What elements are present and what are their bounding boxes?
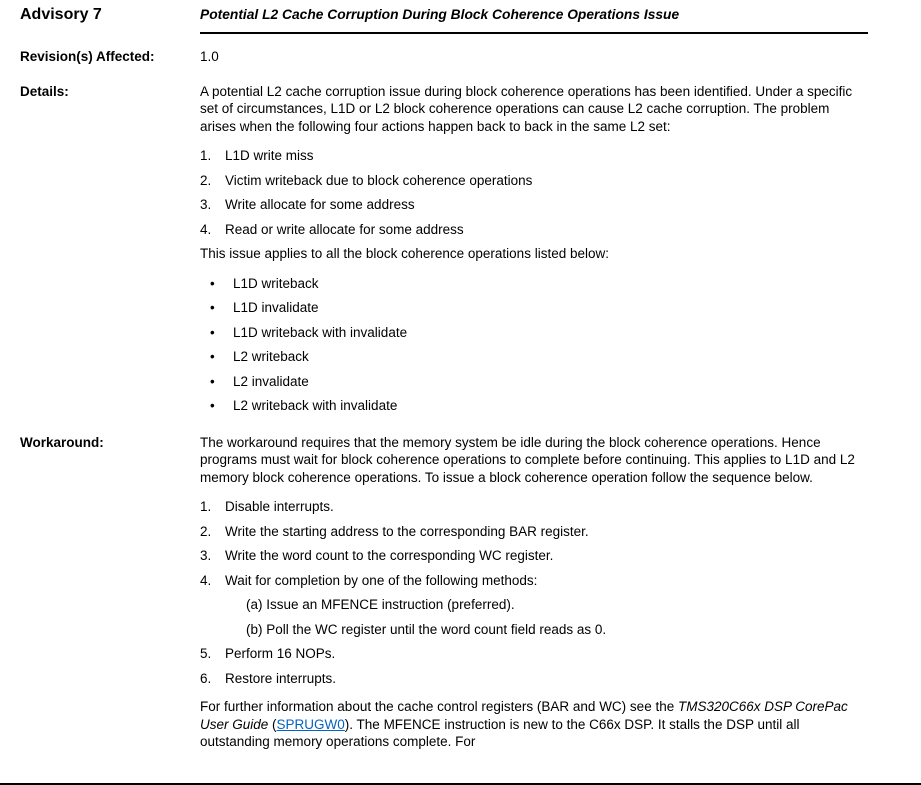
- revision-value: 1.0: [200, 49, 219, 64]
- item-text: Disable interrupts.: [225, 499, 334, 514]
- item-text: Write the word count to the corresponding WC register.: [225, 548, 554, 563]
- item-text: L1D write miss: [225, 148, 314, 163]
- item-number: 5.: [200, 646, 212, 661]
- bullet-item: [200, 397, 868, 415]
- item-text: Read or write allocate for some address: [225, 221, 464, 237]
- advisory-title: Potential L2 Cache Corruption During Block Coherence Operations Issue: [200, 7, 680, 22]
- step-item: [200, 498, 868, 516]
- step-item: [200, 547, 868, 565]
- footer-text-mid: (: [268, 716, 277, 732]
- item-text: Restore interrupts.: [225, 670, 337, 686]
- details-intro: A potential L2 cache corruption issue during block coherence operations has been identified. Under a specific set of circumstances, L1D or L2 block coherence operations can cause L2 cache corruption. The problem arises when the following four actions happen back to back in the same L2 set:: [200, 83, 853, 134]
- item-text: L2 invalidate: [233, 373, 309, 389]
- item-number: 2.: [200, 172, 212, 188]
- bullet-icon: •: [210, 300, 215, 315]
- item-number: 4.: [200, 221, 212, 237]
- bullet-item: [200, 373, 868, 391]
- substep-item: (b) Poll the WC register until the word count field reads as 0.: [246, 621, 607, 637]
- details-numbered-list: [200, 147, 868, 238]
- item-number: 1.: [200, 499, 212, 514]
- numbered-item: [200, 196, 868, 214]
- details-row: [0, 83, 921, 422]
- bullet-item: [200, 275, 868, 293]
- item-text: Write the starting address to the corresponding BAR register.: [225, 523, 589, 539]
- workaround-content: [200, 434, 868, 751]
- bullet-icon: •: [210, 349, 215, 364]
- bullet-icon: •: [210, 373, 215, 389]
- numbered-item: [200, 221, 868, 239]
- workaround-label: Workaround:: [20, 434, 104, 450]
- bullet-icon: •: [210, 398, 215, 413]
- details-content: [200, 83, 868, 422]
- item-text: Victim writeback due to block coherence operations: [225, 172, 533, 188]
- bullet-item: [200, 324, 868, 342]
- item-number: 3.: [200, 548, 212, 563]
- revision-label: Revision(s) Affected:: [20, 49, 155, 64]
- item-text: L1D writeback: [233, 275, 319, 291]
- footer-text-post: ). The MFENCE instruction is new to the C66x DSP. It stalls the DSP until all outstanding memory operations complete. For: [200, 716, 800, 749]
- workaround-row: [0, 434, 921, 751]
- step-item: [200, 572, 868, 590]
- footer-text-pre: For further information about the cache control registers (BAR and WC) see the: [200, 699, 678, 714]
- revision-row: [0, 48, 921, 66]
- advisory-title-cell: [200, 5, 868, 34]
- workaround-intro: The workaround requires that the memory system be idle during the block coherence operations. Hence programs must wait for block coherence operations to complete before continuing. This applies to L1D and L2 memory block coherence operations. To issue a block coherence operation follow the sequence below.: [200, 434, 855, 485]
- bullet-item: [200, 348, 868, 366]
- bullet-icon: •: [210, 324, 215, 340]
- footer-paragraph: [200, 698, 868, 751]
- item-text: L2 writeback with invalidate: [233, 398, 398, 413]
- user-guide-title: TMS320C66x DSP CorePac User Guide: [200, 699, 848, 732]
- item-text: Write allocate for some address: [225, 197, 415, 212]
- advisory-header: [0, 5, 921, 34]
- advisory-id: Advisory 7: [20, 6, 102, 23]
- substep-item: (a) Issue an MFENCE instruction (preferred).: [246, 597, 515, 612]
- item-text: Wait for completion by one of the following methods:: [225, 572, 538, 588]
- item-text: L2 writeback: [233, 349, 309, 364]
- item-number: 1.: [200, 148, 212, 163]
- item-text: Perform 16 NOPs.: [225, 646, 336, 661]
- bullet-icon: •: [210, 275, 215, 291]
- numbered-item: [200, 147, 868, 165]
- step-item: [200, 523, 868, 541]
- item-number: 4.: [200, 572, 212, 588]
- item-text: L1D invalidate: [233, 300, 319, 315]
- item-text: L1D writeback with invalidate: [233, 324, 408, 340]
- bullet-item: [200, 299, 868, 317]
- item-number: 6.: [200, 670, 212, 686]
- item-number: 3.: [200, 197, 212, 212]
- step-item: [200, 670, 868, 688]
- numbered-item: [200, 172, 868, 190]
- workaround-substeps: [246, 596, 868, 638]
- sprugw0-link[interactable]: SPRUGW0: [276, 716, 345, 732]
- details-applies-text: This issue applies to all the block coherence operations listed below:: [200, 246, 609, 261]
- details-bullet-list: [200, 275, 868, 415]
- item-number: 2.: [200, 523, 212, 539]
- workaround-steps-list: [200, 498, 868, 687]
- step-item: [200, 645, 868, 663]
- details-label: Details:: [20, 83, 69, 99]
